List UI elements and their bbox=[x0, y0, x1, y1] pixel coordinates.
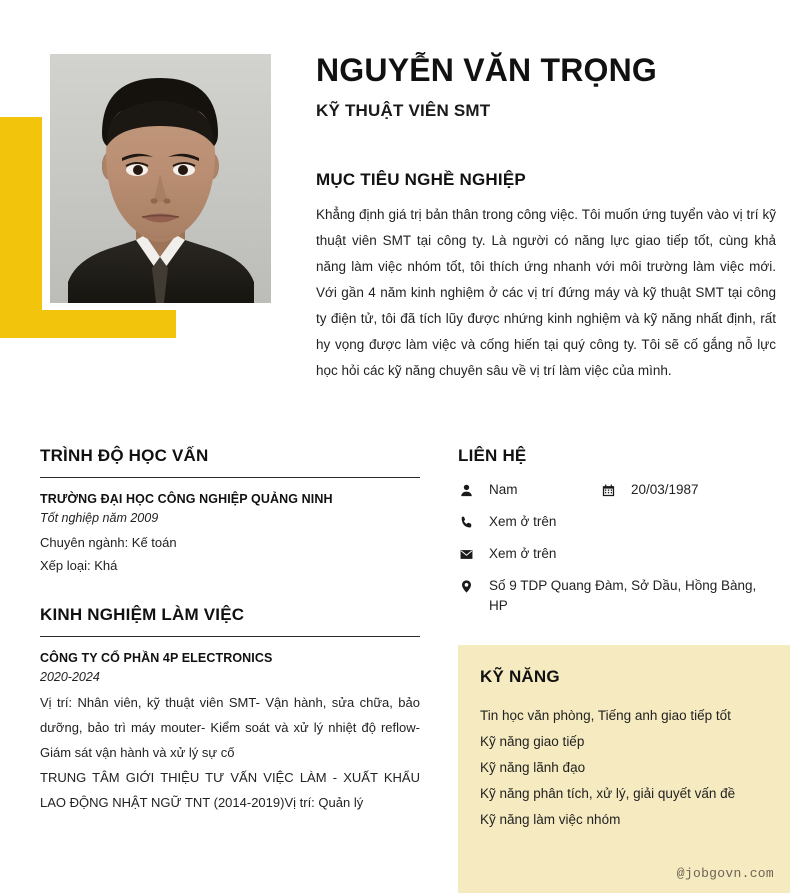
left-column bbox=[40, 446, 420, 815]
calendar-icon bbox=[600, 482, 617, 499]
watermark: @jobgovn.com bbox=[676, 866, 774, 881]
skill-item: Kỹ năng lãnh đạo bbox=[480, 760, 586, 775]
education-section bbox=[40, 446, 420, 577]
contact-row bbox=[458, 480, 776, 500]
experience-description-secondary: TRUNG TÂM GIỚI THIỆU TƯ VẤN VIỆC LÀM - XUẤT KHẨU LAO ĐỘNG NHẬT NGỮ TNT (2014-2019)Vị trí: Quản lý bbox=[40, 770, 420, 810]
contact-address-value: Số 9 TDP Quang Đàm, Sở Dầu, Hồng Bàng, HP bbox=[489, 578, 757, 613]
contact-email-value: Xem ở trên bbox=[489, 546, 557, 561]
experience-heading: KINH NGHIỆM LÀM VIỆC bbox=[40, 605, 245, 624]
candidate-name: NGUYỄN VĂN TRỌNG bbox=[316, 52, 657, 88]
location-pin-icon bbox=[458, 578, 475, 595]
education-grade: Xếp loại: Khá bbox=[40, 558, 118, 573]
education-divider bbox=[40, 477, 420, 478]
experience-section bbox=[40, 605, 420, 815]
education-major: Chuyên ngành: Kế toán bbox=[40, 535, 177, 550]
experience-description: Vị trí: Nhân viên, kỹ thuật viên SMT- Vận hành, sửa chữa, bảo dưỡng, bảo trì máy mouter- Kiểm soát và xử lý nhiệt độ reflow- Giám sát vận hành và xử lý sự cố bbox=[40, 695, 420, 760]
skill-item: Tin học văn phòng, Tiếng anh giao tiếp tốt bbox=[480, 708, 731, 723]
experience-divider bbox=[40, 636, 420, 637]
objective-heading: MỤC TIÊU NGHỀ NGHIỆP bbox=[316, 170, 526, 189]
contact-birthday-cell bbox=[600, 480, 699, 500]
portrait-photo bbox=[50, 54, 271, 303]
skill-item: Kỹ năng giao tiếp bbox=[480, 734, 585, 749]
contact-email-cell bbox=[458, 544, 600, 564]
contact-address-cell bbox=[458, 576, 761, 616]
contact-heading: LIÊN HỆ bbox=[458, 446, 527, 465]
contact-section bbox=[458, 446, 776, 628]
envelope-icon bbox=[458, 546, 475, 563]
education-date: Tốt nghiệp năm 2009 bbox=[40, 511, 159, 525]
person-icon bbox=[458, 482, 475, 499]
header bbox=[316, 52, 776, 121]
skills-heading: KỸ NĂNG bbox=[480, 667, 560, 686]
contact-birthday-value: 20/03/1987 bbox=[631, 482, 699, 497]
accent-bar-horizontal bbox=[0, 310, 176, 338]
career-objective-section bbox=[316, 170, 776, 384]
accent-bar-vertical bbox=[0, 117, 42, 338]
contact-gender-cell bbox=[458, 480, 600, 500]
education-heading: TRÌNH ĐỘ HỌC VẤN bbox=[40, 446, 209, 465]
skill-item: Kỹ năng làm việc nhóm bbox=[480, 812, 621, 827]
skill-item: Kỹ năng phân tích, xử lý, giải quyết vấn đề bbox=[480, 786, 736, 801]
contact-row bbox=[458, 576, 776, 616]
education-school: TRƯỜNG ĐẠI HỌC CÔNG NGHIỆP QUẢNG NINH bbox=[40, 492, 333, 506]
contact-phone-cell bbox=[458, 512, 600, 532]
contact-list bbox=[458, 480, 776, 616]
contact-phone-value: Xem ở trên bbox=[489, 514, 557, 529]
column-spacer bbox=[40, 577, 420, 605]
contact-row bbox=[458, 544, 776, 564]
objective-text: Khẳng định giá trị bản thân trong công việc. Tôi muốn ứng tuyển vào vị trí kỹ thuật viên SMT tại công ty. Là người có năng lực giao tiếp tốt, cùng khả năng làm việc nhóm tốt, tôi thích ứng nhanh với môi trường làm việc mới. Với gần 4 năm kinh nghiệm ở các vị trí đứng máy và kỹ thuật SMT tại công ty điện tử, tôi đã tích lũy được nhứng kinh nghiệm và kỹ năng nhất định, rất hy vọng được làm việc và cống hiến tại quý công ty. Tôi sẽ cố gắng nỗ lực học hỏi các kỹ năng chuyên sâu về vị trí làm việc của mình. bbox=[316, 207, 776, 378]
experience-company: CÔNG TY CỔ PHẦN 4P ELECTRONICS bbox=[40, 651, 273, 665]
contact-gender-value: Nam bbox=[489, 482, 518, 497]
phone-icon bbox=[458, 514, 475, 531]
experience-date: 2020-2024 bbox=[40, 670, 100, 684]
candidate-role: KỸ THUẬT VIÊN SMT bbox=[316, 100, 491, 120]
contact-row bbox=[458, 512, 776, 532]
skills-section bbox=[458, 645, 790, 893]
